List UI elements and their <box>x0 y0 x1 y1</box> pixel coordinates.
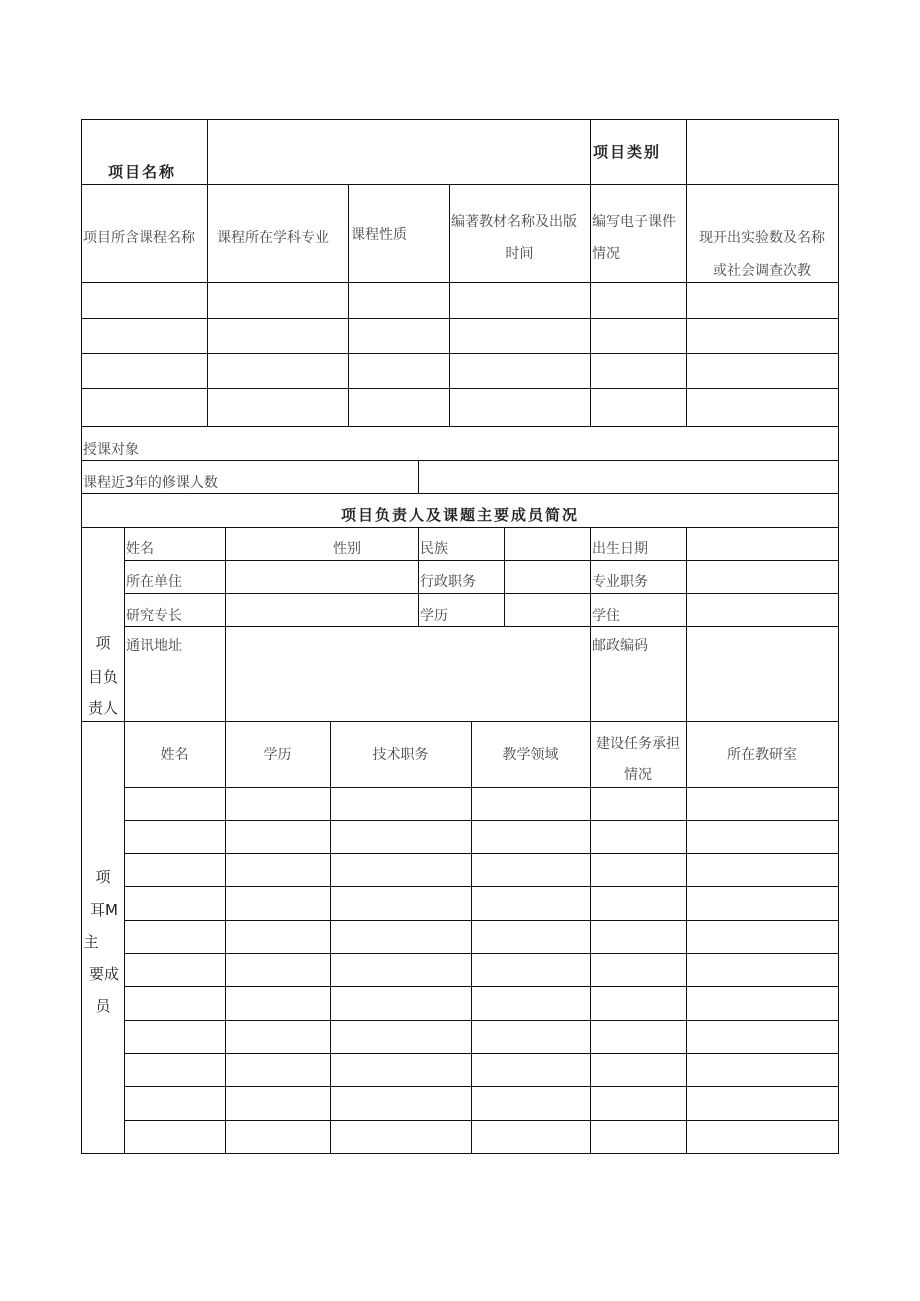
member-col-education: 学历 <box>263 747 292 763</box>
col-line <box>124 527 125 1154</box>
row-line <box>81 426 839 427</box>
field-postcode-label: 邮政编码 <box>592 638 648 654</box>
col-line <box>471 721 472 1154</box>
members-side-label-1: 项 <box>95 868 111 886</box>
field-education-label: 学历 <box>420 608 448 624</box>
row-line <box>81 493 839 494</box>
row-line <box>124 1020 839 1021</box>
col-line <box>590 119 591 427</box>
field-address-label: 通讯地址 <box>126 638 182 654</box>
col-header-discipline: 课程所在学科专业 <box>217 230 329 246</box>
row-line <box>81 388 839 389</box>
col-line <box>225 527 226 627</box>
project-name-label: 项目名称 <box>108 163 177 181</box>
row-line <box>81 353 839 354</box>
field-birthdate-label: 出生日期 <box>592 541 648 557</box>
field-degree-label: 学住 <box>592 608 620 624</box>
members-side-label-3: 主 <box>83 933 99 951</box>
row-line <box>124 560 839 561</box>
members-side-label-2: 耳M <box>90 901 118 919</box>
col-header-course-name: 项目所含课程名称 <box>83 230 195 246</box>
col-line <box>504 527 505 627</box>
row-line <box>124 787 839 788</box>
field-admin-post-label: 行政职务 <box>420 574 476 590</box>
row-line <box>124 986 839 987</box>
member-col-task-line2: 情况 <box>624 767 652 783</box>
table-border-right <box>838 119 839 1154</box>
col-line <box>418 460 419 494</box>
col-line <box>225 721 226 1154</box>
member-col-name: 姓名 <box>160 747 189 763</box>
section-title: 项目负责人及课题主要成员简况 <box>340 506 579 524</box>
field-name-label: 姓名 <box>126 541 154 557</box>
table-border-bottom <box>81 1153 839 1154</box>
row-line <box>81 184 839 185</box>
member-col-task-line1: 建设任务承担 <box>596 736 680 752</box>
members-side-label-5: 员 <box>95 997 111 1015</box>
field-research-label: 研究专长 <box>126 608 182 624</box>
members-side-label-4: 要成 <box>88 965 119 983</box>
row-line <box>124 920 839 921</box>
col-line <box>590 527 591 1154</box>
row-line <box>124 1053 839 1054</box>
member-col-tech-post: 技术职务 <box>372 747 429 763</box>
row-line <box>124 1086 839 1087</box>
col-header-textbook-line1: 编著教材名称及出版 <box>451 214 577 230</box>
col-line <box>686 527 687 1154</box>
col-line <box>449 184 450 427</box>
row-line <box>81 460 839 461</box>
col-header-course-nature: 课程性质 <box>351 227 407 243</box>
row-line <box>124 886 839 887</box>
row-line <box>81 282 839 283</box>
col-header-textbook-line2: 时间 <box>505 246 534 262</box>
leader-side-label-2: 目负 <box>88 668 119 686</box>
table-border-left <box>81 119 82 1154</box>
col-header-experiments-line1: 现开出实验数及名称 <box>699 230 825 246</box>
field-unit-label: 所在单住 <box>126 574 182 590</box>
col-header-courseware-line2: 情况 <box>592 246 620 262</box>
field-ethnicity-label: 民族 <box>420 541 448 557</box>
col-line <box>207 119 208 427</box>
col-header-experiments-line2: 或社会调查次教 <box>713 263 811 279</box>
row-line <box>124 853 839 854</box>
field-prof-post-label: 专业职务 <box>592 574 648 590</box>
row-line <box>81 318 839 319</box>
member-col-dept: 所在教研室 <box>727 747 797 763</box>
teaching-target-label: 授课对象 <box>83 442 139 458</box>
row-line <box>124 593 839 594</box>
row-line <box>81 721 839 722</box>
leader-side-label-1: 项 <box>95 634 111 652</box>
col-line <box>330 721 331 1154</box>
col-line <box>348 184 349 427</box>
col-line <box>418 527 419 627</box>
project-type-label: 项目类别 <box>593 143 662 161</box>
row-line <box>124 1120 839 1121</box>
table-border-top <box>81 119 839 120</box>
row-line <box>124 626 839 627</box>
field-gender-label: 性别 <box>333 541 361 557</box>
row-line <box>124 953 839 954</box>
row-line <box>81 527 839 528</box>
leader-side-label-3: 责人 <box>88 699 119 717</box>
col-header-courseware-line1: 编写电子课件 <box>592 214 676 230</box>
member-col-teaching-field: 教学领域 <box>502 747 559 763</box>
enrollment-label: 课程近3年的修课人数 <box>83 475 218 491</box>
row-line <box>124 820 839 821</box>
col-line <box>225 626 226 722</box>
